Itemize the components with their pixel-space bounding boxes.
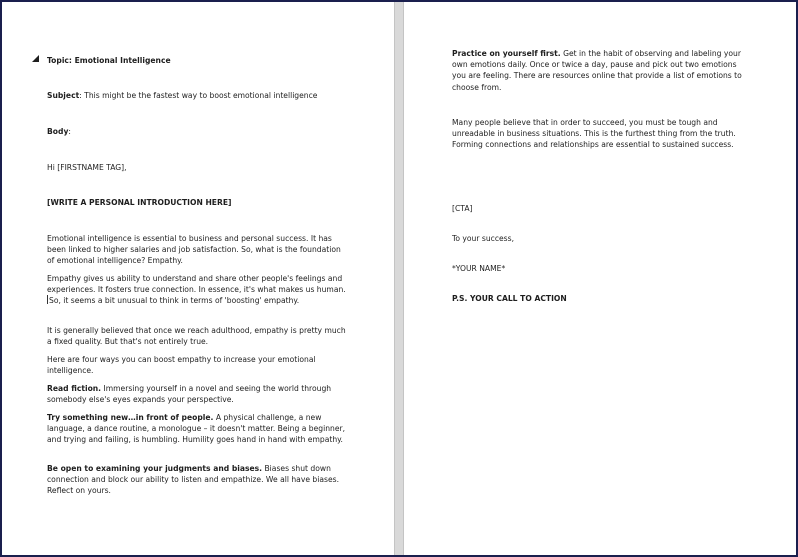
tip-4-title: Practice on yourself first. (452, 49, 561, 58)
paragraph-4: Here are four ways you can boost empathy to increase your emotional intelligence. (47, 355, 316, 376)
paragraph-3: It is generally believed that once we reach adulthood, empathy is pretty much a fixed quality. But that's not entirely true. (47, 326, 346, 347)
subject-label: Subject (47, 91, 80, 100)
text-cursor (47, 295, 48, 304)
tip-3-title: Be open to examining your judgments and biases. (47, 464, 263, 473)
tip-3-text: Biases shut down connection and block our ability to listen and empathize. We all have biases. Reflect on yours. (47, 464, 339, 496)
ps-line: P.S. YOUR CALL TO ACTION (452, 294, 567, 303)
paragraph-5: Many people believe that in order to succeed, you must be tough and unreadable in business situations. This is the furthest thing from the truth. Forming connections and relationships are essential to sustained success. (452, 118, 736, 150)
tip-read-fiction (47, 383, 347, 405)
tip-examine-biases (47, 463, 347, 497)
tip-practice-yourself (452, 48, 752, 93)
paragraph-1: Emotional intelligence is essential to business and personal success. It has been linked to higher salaries and job satisfaction. So, what is the foundation of emotional intelligence? Empathy. (47, 234, 341, 266)
subject-line (47, 90, 347, 101)
body-colon: : (68, 127, 71, 136)
tip-4-text: Get in the habit of observing and labeling your own emotions daily. Once or twice a day, pause and pick out two emotions you are feeling. There are resources online that provide a list of emotions to choose from. (452, 49, 742, 92)
paragraph-2-part-b: So, it seems a bit unusual to think in terms of 'boosting' empathy. (49, 296, 300, 306)
body-line (47, 126, 347, 137)
body-label: Body (47, 127, 69, 136)
subject-text: : This might be the fastest way to boost emotional intelligence (79, 91, 318, 100)
document-viewport (2, 2, 796, 555)
tip-try-something-new (47, 412, 347, 446)
greeting: Hi [FIRSTNAME TAG], (47, 163, 127, 172)
cta-placeholder: [CTA] (452, 204, 473, 213)
collapse-heading-icon[interactable] (32, 55, 39, 62)
tip-1-title: Read fiction. (47, 384, 102, 393)
document-page-2[interactable] (404, 2, 796, 555)
your-name: *YOUR NAME* (452, 264, 506, 273)
page-gutter (394, 2, 404, 555)
document-page-1[interactable] (2, 2, 394, 555)
tip-2-title: Try something new…in front of people. (47, 413, 214, 422)
intro-placeholder: [WRITE A PERSONAL INTRODUCTION HERE] (47, 198, 232, 207)
tip-1-text: Immersing yourself in a novel and seeing the world through somebody else's eyes expands your perspective. (47, 384, 332, 405)
signoff: To your success, (452, 234, 515, 243)
paragraph-2-part-a: Empathy gives us ability to understand and share other people's feelings and experiences. It fosters true connection. In essence, it's what makes us human. (47, 274, 346, 295)
paragraph-2 (47, 273, 347, 307)
topic-heading: Topic: Emotional Intelligence (47, 56, 171, 65)
tip-2-text: A physical challenge, a new language, a dance routine, a monologue – it doesn't matter. Being a beginner, and trying and failing, is humbling. Humility goes hand in hand with empathy. (47, 413, 346, 445)
